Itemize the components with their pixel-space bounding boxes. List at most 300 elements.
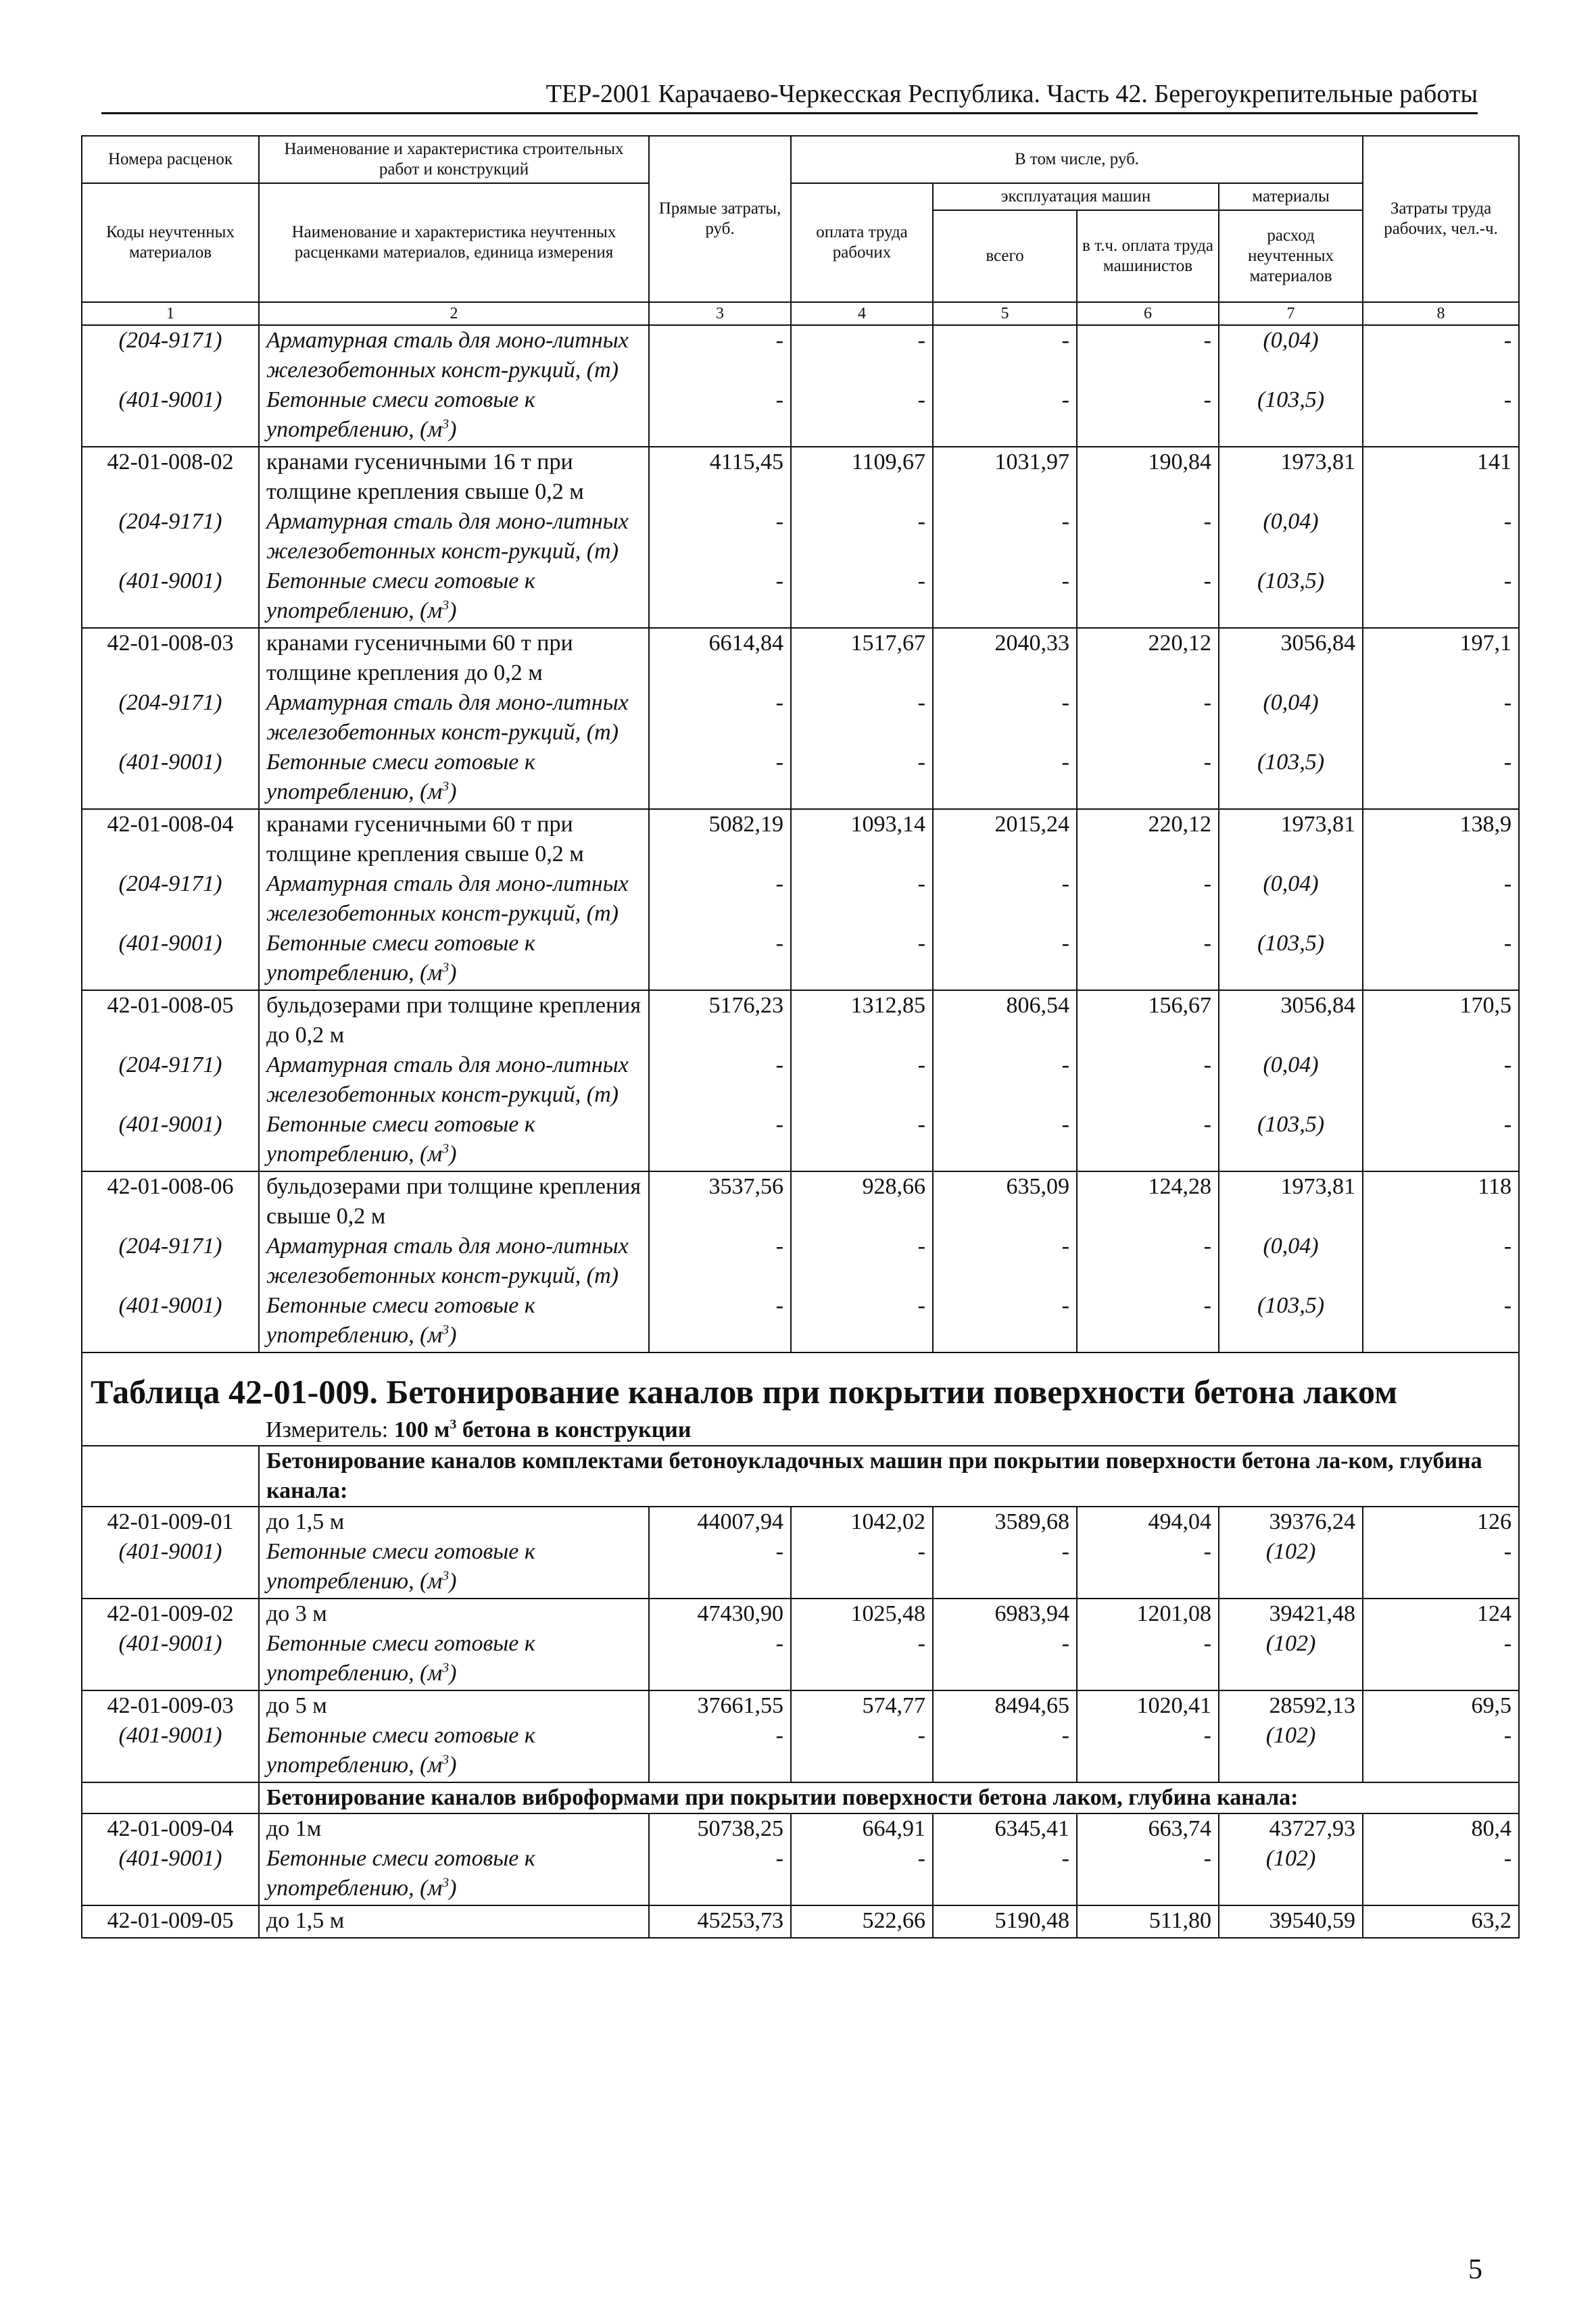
dash-cell: -: [791, 1721, 933, 1782]
price-table: [81, 135, 1518, 1939]
col-num: 1: [82, 302, 259, 325]
price-row: [82, 1813, 1519, 1844]
direct-cost: 3537,56: [649, 1171, 791, 1232]
material-code: (401-9001): [82, 1537, 259, 1599]
col-head-mach-labor: в т.ч. оплата труда машинистов: [1077, 210, 1219, 302]
material-name-text: Бетонные смеси готовые к употреблению, (м: [266, 568, 535, 623]
materials-cost: 1973,81: [1219, 447, 1363, 507]
labor-hours: 118: [1363, 1171, 1519, 1232]
dash-cell: -: [791, 1110, 933, 1171]
material-name: Арматурная сталь для моно-литных железобетонных конст-рукций, (т): [259, 1050, 649, 1110]
col-head-labor: оплата труда рабочих: [791, 183, 933, 302]
dash-cell: -: [649, 748, 791, 809]
material-row: [82, 1291, 1519, 1353]
col-head-direct: Прямые затраты, руб.: [649, 136, 791, 302]
section-title: Бетонирование каналов комплектами бетоноукладочных машин при покрытии поверхности бетона ла-ком, глубина канала:: [259, 1446, 1519, 1507]
machinist-cost: 190,84: [1077, 447, 1219, 507]
material-quantity: (0,04): [1219, 1050, 1363, 1110]
dash-cell: -: [1363, 385, 1519, 447]
dash-cell: -: [1077, 325, 1219, 385]
dash-cell: -: [933, 929, 1077, 990]
col-head-material-names: Наименование и характеристика неучтенных расценками материалов, единица измерения: [259, 183, 649, 302]
materials-cost: 39540,59: [1219, 1905, 1363, 1938]
work-description: кранами гусеничными 60 т при толщине крепления свыше 0,2 м: [259, 809, 649, 869]
material-code: (204-9171): [82, 1050, 259, 1110]
dash-cell: -: [933, 1050, 1077, 1110]
machine-cost: 635,09: [933, 1171, 1077, 1232]
material-row: [82, 325, 1519, 385]
unit-close: ): [449, 779, 457, 804]
dash-cell: -: [649, 1232, 791, 1291]
dash-cell: -: [933, 1629, 1077, 1690]
machine-cost: 8494,65: [933, 1690, 1077, 1721]
machinist-cost: 1020,41: [1077, 1690, 1219, 1721]
material-name: Арматурная сталь для моно-литных железобетонных конст-рукций, (т): [259, 325, 649, 385]
material-name: Арматурная сталь для моно-литных железобетонных конст-рукций, (т): [259, 688, 649, 748]
material-row: [82, 507, 1519, 566]
direct-cost: 47430,90: [649, 1599, 791, 1629]
col-num: 5: [933, 302, 1077, 325]
labor-hours: 80,4: [1363, 1813, 1519, 1844]
labor-cost: 1517,67: [791, 628, 933, 688]
price-row: [82, 1905, 1519, 1938]
dash-cell: -: [649, 507, 791, 566]
direct-cost: 5082,19: [649, 809, 791, 869]
dash-cell: -: [1077, 507, 1219, 566]
labor-hours: 170,5: [1363, 990, 1519, 1050]
dash-cell: -: [649, 385, 791, 447]
dash-cell: -: [791, 507, 933, 566]
direct-cost: 6614,84: [649, 628, 791, 688]
dash-cell: -: [649, 929, 791, 990]
table-title: Таблица 42-01-009. Бетонирование каналов при покрытии поверхности бетона лаком: [82, 1353, 1519, 1415]
material-row: [82, 1232, 1519, 1291]
dash-cell: -: [1363, 1291, 1519, 1353]
material-code: (204-9171): [82, 507, 259, 566]
price-row: [82, 1690, 1519, 1721]
machinist-cost: 220,12: [1077, 628, 1219, 688]
material-code: (401-9001): [82, 1291, 259, 1353]
dash-cell: -: [791, 1629, 933, 1690]
measure-value: 100 м: [393, 1417, 450, 1442]
materials-cost: 39376,24: [1219, 1507, 1363, 1537]
unit-close: ): [449, 417, 457, 442]
rate-code: 42-01-009-05: [82, 1905, 259, 1938]
dash-cell: -: [1077, 1721, 1219, 1782]
unit-exponent: 3: [442, 1660, 450, 1676]
dash-cell: -: [1077, 748, 1219, 809]
material-quantity: (0,04): [1219, 507, 1363, 566]
material-row: [82, 1050, 1519, 1110]
material-code: (204-9171): [82, 688, 259, 748]
material-quantity: (103,5): [1219, 929, 1363, 990]
col-head-mach-total: всего: [933, 210, 1077, 302]
material-name-text: Бетонные смеси готовые к употреблению, (м: [266, 1846, 535, 1901]
dash-cell: -: [933, 1291, 1077, 1353]
dash-cell: -: [649, 1844, 791, 1905]
col-num: 8: [1363, 302, 1519, 325]
direct-cost: 45253,73: [649, 1905, 791, 1938]
unit-close: ): [449, 1661, 457, 1686]
dash-cell: -: [1077, 385, 1219, 447]
material-name: [259, 748, 649, 809]
dash-cell: -: [1077, 869, 1219, 929]
unit-exponent: 3: [442, 1141, 450, 1156]
work-description: до 1,5 м: [259, 1507, 649, 1537]
material-row: [82, 688, 1519, 748]
dash-cell: -: [1077, 1537, 1219, 1599]
material-name: [259, 1844, 649, 1905]
measure-unit: бетона в конструкции: [456, 1417, 692, 1442]
dash-cell: -: [1077, 566, 1219, 628]
dash-cell: -: [933, 1110, 1077, 1171]
dash-cell: -: [791, 688, 933, 748]
unit-close: ): [449, 1142, 457, 1167]
col-head-machines: эксплуатация машин: [933, 183, 1219, 210]
dash-cell: -: [1363, 1537, 1519, 1599]
dash-cell: -: [791, 325, 933, 385]
material-code: (204-9171): [82, 325, 259, 385]
machinist-cost: 124,28: [1077, 1171, 1219, 1232]
machine-cost: 2040,33: [933, 628, 1077, 688]
material-name: Арматурная сталь для моно-литных железобетонных конст-рукций, (т): [259, 1232, 649, 1291]
measure-spacer: [82, 1415, 259, 1446]
col-head-group: В том числе, руб.: [791, 136, 1363, 183]
dash-cell: -: [791, 929, 933, 990]
material-code: (204-9171): [82, 1232, 259, 1291]
unit-exponent: 3: [442, 960, 450, 975]
rate-code: 42-01-008-05: [82, 990, 259, 1050]
section-spacer: [82, 1782, 259, 1813]
work-description: до 1,5 м: [259, 1905, 649, 1938]
material-quantity: (103,5): [1219, 1291, 1363, 1353]
col-num: 2: [259, 302, 649, 325]
section-row: [82, 1782, 1519, 1813]
dash-cell: -: [933, 385, 1077, 447]
material-quantity: (0,04): [1219, 688, 1363, 748]
dash-cell: -: [933, 688, 1077, 748]
material-name: [259, 1537, 649, 1599]
material-name: [259, 1721, 649, 1782]
col-head-materials: материалы: [1219, 183, 1363, 210]
material-name-text: Бетонные смеси готовые к употреблению, (м: [266, 387, 535, 442]
material-quantity: (102): [1219, 1844, 1363, 1905]
materials-cost: 28592,13: [1219, 1690, 1363, 1721]
material-name: Арматурная сталь для моно-литных железобетонных конст-рукций, (т): [259, 869, 649, 929]
dash-cell: -: [1077, 1844, 1219, 1905]
material-quantity: (102): [1219, 1629, 1363, 1690]
unit-exponent: 3: [442, 1875, 450, 1891]
dash-cell: -: [1077, 688, 1219, 748]
page-number: 5: [1468, 2254, 1482, 2285]
machinist-cost: 663,74: [1077, 1813, 1219, 1844]
material-name-text: Бетонные смеси готовые к употреблению, (м: [266, 1539, 535, 1594]
dash-cell: -: [1363, 1721, 1519, 1782]
materials-cost: 1973,81: [1219, 809, 1363, 869]
price-row: [82, 1507, 1519, 1537]
col-head-codes: Номера расценок: [82, 136, 259, 183]
material-name: [259, 1629, 649, 1690]
dash-cell: -: [1363, 507, 1519, 566]
material-quantity: (103,5): [1219, 566, 1363, 628]
rate-code: 42-01-008-04: [82, 809, 259, 869]
dash-cell: -: [1363, 1629, 1519, 1690]
dash-cell: -: [1363, 748, 1519, 809]
labor-cost: 1093,14: [791, 809, 933, 869]
rate-code: 42-01-009-03: [82, 1690, 259, 1721]
material-name-text: Бетонные смеси готовые к употреблению, (м: [266, 931, 535, 985]
material-code: (401-9001): [82, 1110, 259, 1171]
materials-cost: 1973,81: [1219, 1171, 1363, 1232]
material-name: [259, 385, 649, 447]
labor-hours: 197,1: [1363, 628, 1519, 688]
dash-cell: -: [933, 869, 1077, 929]
dash-cell: -: [791, 1291, 933, 1353]
dash-cell: -: [791, 1050, 933, 1110]
dash-cell: -: [1363, 566, 1519, 628]
machinist-cost: 156,67: [1077, 990, 1219, 1050]
material-name: [259, 1291, 649, 1353]
material-row: [82, 1110, 1519, 1171]
labor-hours: 124: [1363, 1599, 1519, 1629]
material-row: [82, 1629, 1519, 1690]
table-title-row: [82, 1353, 1519, 1415]
unit-close: ): [449, 1569, 457, 1594]
dash-cell: -: [649, 869, 791, 929]
work-description: кранами гусеничными 16 т при толщине крепления свыше 0,2 м: [259, 447, 649, 507]
rate-code: 42-01-009-04: [82, 1813, 259, 1844]
material-row: [82, 1721, 1519, 1782]
material-quantity: (0,04): [1219, 869, 1363, 929]
unit-exponent: 3: [442, 416, 450, 432]
section-spacer: [82, 1446, 259, 1507]
unit-close: ): [449, 1323, 457, 1348]
dash-cell: -: [933, 507, 1077, 566]
col-num: 6: [1077, 302, 1219, 325]
dash-cell: -: [1363, 688, 1519, 748]
price-row: [82, 809, 1519, 869]
col-head-works: Наименование и характеристика строительных работ и конструкций: [259, 136, 649, 183]
material-row: [82, 869, 1519, 929]
labor-cost: 664,91: [791, 1813, 933, 1844]
price-row: [82, 1171, 1519, 1232]
material-code: (401-9001): [82, 748, 259, 809]
material-code: (401-9001): [82, 385, 259, 447]
materials-cost: 39421,48: [1219, 1599, 1363, 1629]
unit-close: ): [449, 960, 457, 985]
unit-exponent: 3: [442, 1322, 450, 1338]
price-row: [82, 990, 1519, 1050]
rate-code: 42-01-009-01: [82, 1507, 259, 1537]
material-row: [82, 385, 1519, 447]
material-name-text: Бетонные смеси готовые к употреблению, (м: [266, 1631, 535, 1686]
rate-code: 42-01-008-02: [82, 447, 259, 507]
dash-cell: -: [1363, 1050, 1519, 1110]
labor-cost: 1312,85: [791, 990, 933, 1050]
dash-cell: -: [1363, 1232, 1519, 1291]
material-row: [82, 748, 1519, 809]
dash-cell: -: [1077, 1050, 1219, 1110]
rate-code: 42-01-008-06: [82, 1171, 259, 1232]
material-name-text: Бетонные смеси готовые к употреблению, (м: [266, 750, 535, 804]
machine-cost: 1031,97: [933, 447, 1077, 507]
measure-text: [259, 1415, 1519, 1446]
unit-close: ): [449, 598, 457, 623]
dash-cell: -: [649, 1291, 791, 1353]
unit-exponent: 3: [442, 1752, 450, 1768]
labor-hours: 69,5: [1363, 1690, 1519, 1721]
dash-cell: -: [1363, 1844, 1519, 1905]
dash-cell: -: [933, 1721, 1077, 1782]
dash-cell: -: [649, 566, 791, 628]
machinist-cost: 220,12: [1077, 809, 1219, 869]
material-code: (401-9001): [82, 566, 259, 628]
section-row: [82, 1446, 1519, 1507]
labor-cost: 928,66: [791, 1171, 933, 1232]
dash-cell: -: [933, 325, 1077, 385]
dash-cell: -: [933, 1232, 1077, 1291]
work-description: до 1м: [259, 1813, 649, 1844]
direct-cost: 4115,45: [649, 447, 791, 507]
material-row: [82, 1844, 1519, 1905]
col-head-hours: Затраты труда рабочих, чел.-ч.: [1363, 136, 1519, 302]
dash-cell: -: [649, 1721, 791, 1782]
material-code: (401-9001): [82, 929, 259, 990]
material-quantity: (102): [1219, 1537, 1363, 1599]
section-title: Бетонирование каналов виброформами при покрытии поверхности бетона лаком, глубина канала:: [259, 1782, 1519, 1813]
material-row: [82, 929, 1519, 990]
dash-cell: -: [791, 385, 933, 447]
materials-cost: 43727,93: [1219, 1813, 1363, 1844]
materials-cost: 3056,84: [1219, 990, 1363, 1050]
labor-hours: 63,2: [1363, 1905, 1519, 1938]
dash-cell: -: [649, 688, 791, 748]
dash-cell: -: [1077, 1291, 1219, 1353]
dash-cell: -: [1363, 869, 1519, 929]
unit-exponent: 3: [442, 779, 450, 794]
material-code: (401-9001): [82, 1721, 259, 1782]
machinist-cost: 494,04: [1077, 1507, 1219, 1537]
dash-cell: -: [1363, 1110, 1519, 1171]
direct-cost: 50738,25: [649, 1813, 791, 1844]
material-quantity: (0,04): [1219, 1232, 1363, 1291]
material-quantity: (0,04): [1219, 325, 1363, 385]
col-head-mat-use: расход неучтенных материалов: [1219, 210, 1363, 302]
measure-prefix: Измеритель:: [266, 1417, 394, 1442]
material-name: [259, 566, 649, 628]
work-description: бульдозерами при толщине крепления свыше 0,2 м: [259, 1171, 649, 1232]
dash-cell: -: [791, 869, 933, 929]
work-description: кранами гусеничными 60 т при толщине крепления до 0,2 м: [259, 628, 649, 688]
material-quantity: (103,5): [1219, 1110, 1363, 1171]
labor-cost: 574,77: [791, 1690, 933, 1721]
material-quantity: (103,5): [1219, 385, 1363, 447]
dash-cell: -: [933, 566, 1077, 628]
labor-hours: 138,9: [1363, 809, 1519, 869]
materials-cost: 3056,84: [1219, 628, 1363, 688]
dash-cell: -: [933, 1844, 1077, 1905]
direct-cost: 37661,55: [649, 1690, 791, 1721]
labor-hours: 126: [1363, 1507, 1519, 1537]
work-description: до 3 м: [259, 1599, 649, 1629]
material-code: (401-9001): [82, 1844, 259, 1905]
material-row: [82, 566, 1519, 628]
measure-row: [82, 1415, 1519, 1446]
dash-cell: -: [649, 1537, 791, 1599]
rate-code: 42-01-008-03: [82, 628, 259, 688]
machine-cost: 3589,68: [933, 1507, 1077, 1537]
machinist-cost: 511,80: [1077, 1905, 1219, 1938]
dash-cell: -: [649, 1629, 791, 1690]
dash-cell: -: [791, 1537, 933, 1599]
price-row: [82, 447, 1519, 507]
dash-cell: -: [649, 325, 791, 385]
col-num: 7: [1219, 302, 1363, 325]
material-name-text: Бетонные смеси готовые к употреблению, (м: [266, 1723, 535, 1778]
material-code: (204-9171): [82, 869, 259, 929]
unit-exponent: 3: [442, 598, 450, 613]
measure-exponent: 3: [450, 1417, 457, 1432]
dash-cell: -: [649, 1050, 791, 1110]
dash-cell: -: [1363, 929, 1519, 990]
material-quantity: (102): [1219, 1721, 1363, 1782]
rate-code: 42-01-009-02: [82, 1599, 259, 1629]
col-head-material-codes: Коды неучтенных материалов: [82, 183, 259, 302]
machine-cost: 6983,94: [933, 1599, 1077, 1629]
dash-cell: -: [933, 748, 1077, 809]
dash-cell: -: [1077, 1629, 1219, 1690]
work-description: бульдозерами при толщине крепления до 0,2 м: [259, 990, 649, 1050]
material-quantity: (103,5): [1219, 748, 1363, 809]
direct-cost: 5176,23: [649, 990, 791, 1050]
unit-exponent: 3: [442, 1568, 450, 1584]
machine-cost: 6345,41: [933, 1813, 1077, 1844]
col-num: 4: [791, 302, 933, 325]
dash-cell: -: [649, 1110, 791, 1171]
direct-cost: 44007,94: [649, 1507, 791, 1537]
dash-cell: -: [933, 1537, 1077, 1599]
labor-cost: 1109,67: [791, 447, 933, 507]
dash-cell: -: [791, 748, 933, 809]
dash-cell: -: [791, 1844, 933, 1905]
dash-cell: -: [791, 1232, 933, 1291]
material-code: (401-9001): [82, 1629, 259, 1690]
dash-cell: -: [1077, 1110, 1219, 1171]
machine-cost: 806,54: [933, 990, 1077, 1050]
unit-close: ): [449, 1753, 457, 1778]
material-row: [82, 1537, 1519, 1599]
machine-cost: 2015,24: [933, 809, 1077, 869]
material-name: Арматурная сталь для моно-литных железобетонных конст-рукций, (т): [259, 507, 649, 566]
machine-cost: 5190,48: [933, 1905, 1077, 1938]
material-name: [259, 929, 649, 990]
material-name-text: Бетонные смеси готовые к употреблению, (м: [266, 1293, 535, 1348]
labor-cost: 522,66: [791, 1905, 933, 1938]
material-name: [259, 1110, 649, 1171]
price-row: [82, 628, 1519, 688]
dash-cell: -: [791, 566, 933, 628]
running-header: ТЕР-2001 Карачаево-Черкесская Республика. Часть 42. Берегоукрепительные работы: [101, 76, 1478, 114]
labor-cost: 1025,48: [791, 1599, 933, 1629]
material-name-text: Бетонные смеси готовые к употреблению, (м: [266, 1112, 535, 1167]
dash-cell: -: [1077, 1232, 1219, 1291]
machinist-cost: 1201,08: [1077, 1599, 1219, 1629]
dash-cell: -: [1363, 325, 1519, 385]
labor-cost: 1042,02: [791, 1507, 933, 1537]
col-num: 3: [649, 302, 791, 325]
dash-cell: -: [1077, 929, 1219, 990]
price-row: [82, 1599, 1519, 1629]
